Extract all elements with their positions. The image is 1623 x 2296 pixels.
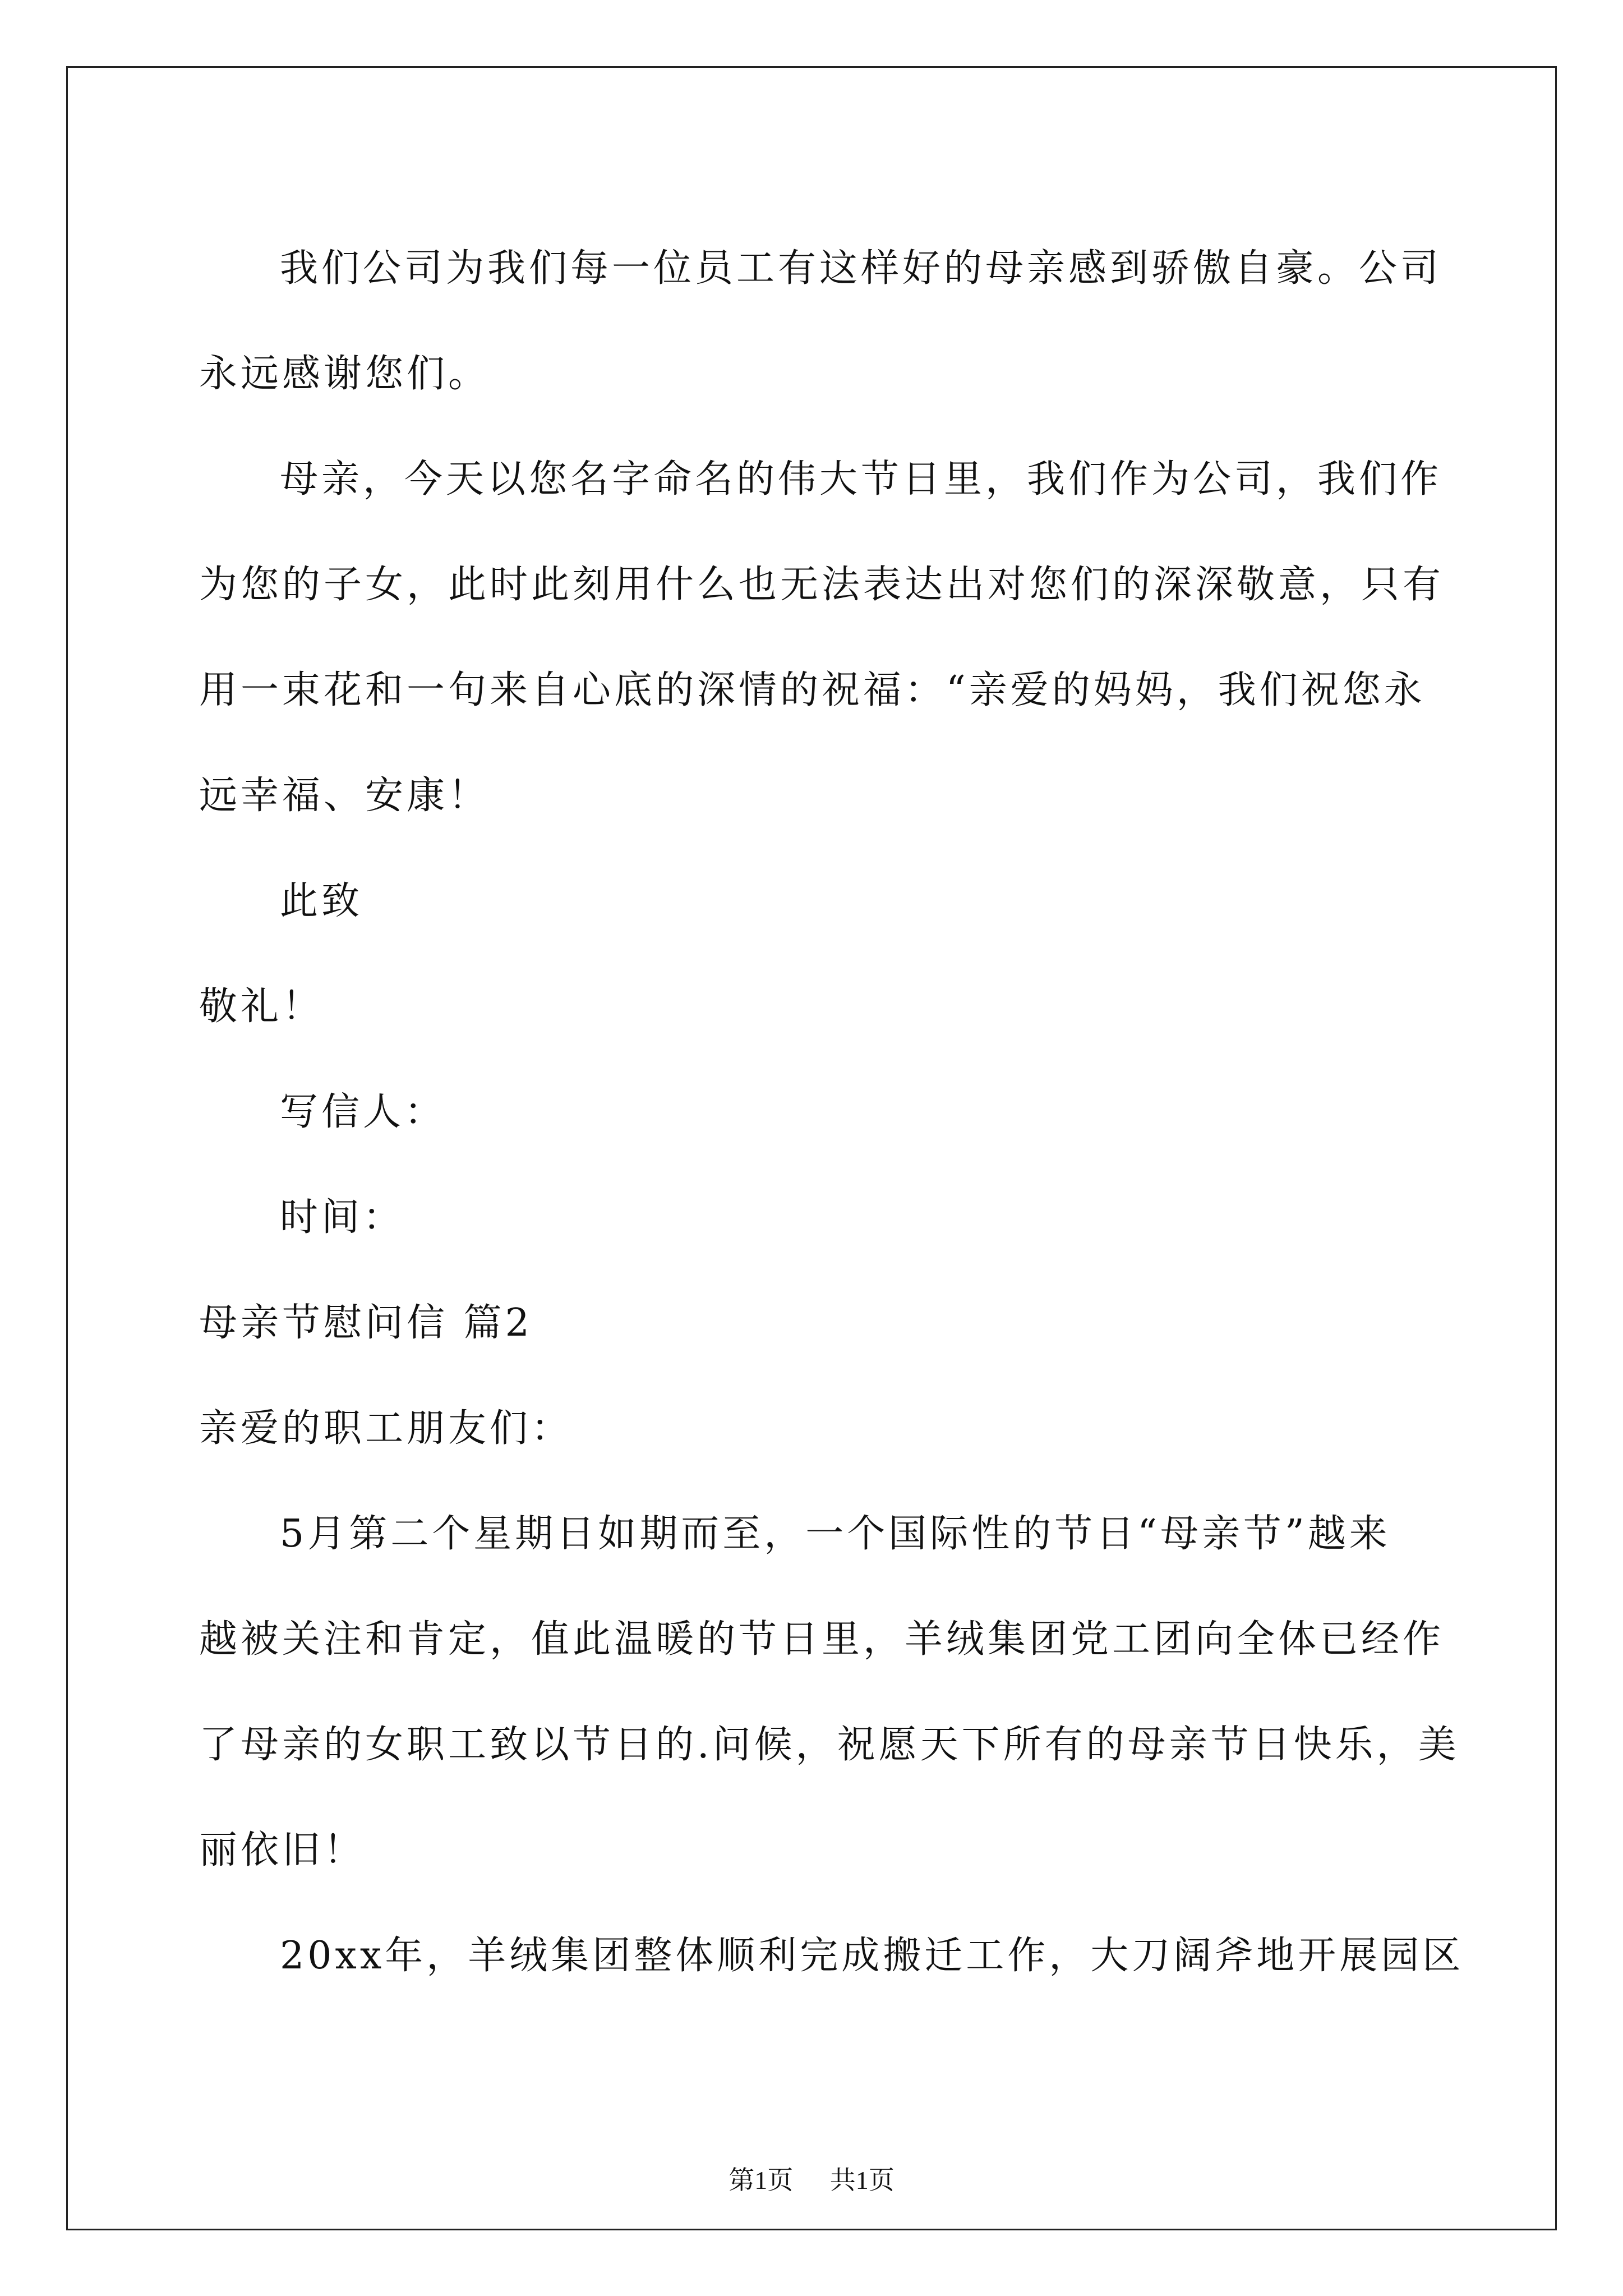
paragraph-line: 5月第二个星期日如期而至，一个国际性的节日“母亲节”越来	[280, 1512, 1391, 1556]
paragraph-line: 用一束花和一句来自心底的深情的祝福：“亲爱的妈妈，我们祝您永	[199, 668, 1426, 712]
page-footer	[0, 2160, 1623, 2197]
letter-greeting: 亲爱的职工朋友们：	[199, 1406, 573, 1451]
page-total: 共1页	[829, 2166, 895, 2194]
signature-writer: 写信人：	[280, 1090, 446, 1134]
paragraph-line: 我们公司为我们每一位员工有这样好的母亲感到骄傲自豪。公司	[280, 246, 1442, 291]
paragraph-line: 20xx年，羊绒集团整体顺利完成搬迁工作，大刀阔斧地开展园区	[280, 1934, 1464, 1978]
paragraph-line: 母亲，今天以您名字命名的伟大节日里，我们作为公司，我们作	[280, 457, 1442, 501]
page-number: 第1页	[728, 2166, 794, 2194]
paragraph-line: 远幸福、安康！	[199, 774, 490, 818]
paragraph-line: 了母亲的女职工致以节日的.问候，祝愿天下所有的母亲节日快乐，美	[199, 1723, 1460, 1767]
paragraph-line: 越被关注和肯定，值此温暖的节日里，羊绒集团党工团向全体已经作	[199, 1617, 1445, 1662]
closing-regards: 敬礼！	[199, 984, 324, 1029]
paragraph-line: 丽依旧！	[199, 1828, 366, 1872]
paragraph-line: 为您的子女，此时此刻用什么也无法表达出对您们的深深敬意，只有	[199, 563, 1445, 607]
signature-date: 时间：	[280, 1195, 405, 1240]
paragraph-line: 永远感谢您们。	[199, 352, 490, 396]
document-body	[199, 216, 1464, 2009]
section-heading: 母亲节慰问信 篇2	[199, 1301, 533, 1345]
closing-salutation: 此致	[280, 879, 363, 923]
